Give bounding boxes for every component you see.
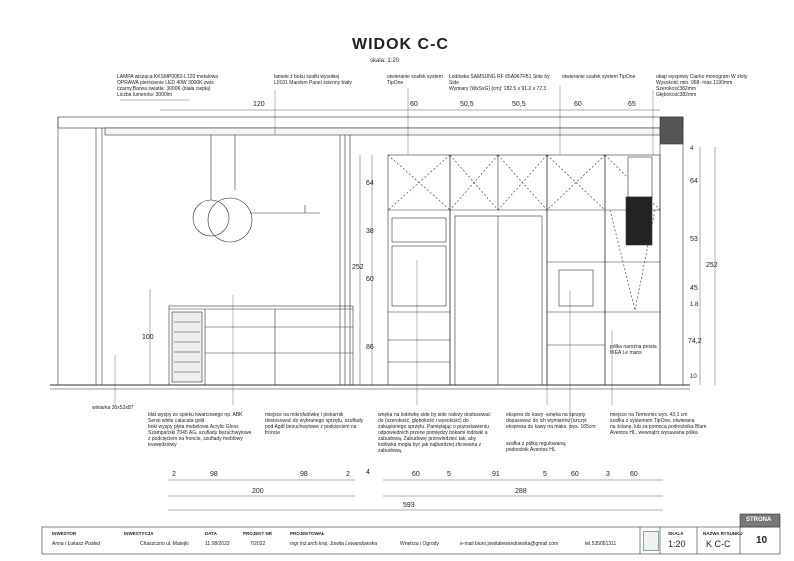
ceiling-soffit: [105, 128, 660, 135]
dim-right-1: 64: [690, 178, 698, 185]
tb-scale-value: 1:20: [668, 539, 686, 549]
note-tipone-right: otwieranie szafek system TipOne: [562, 74, 636, 80]
tb-drawing-value: K C-C: [706, 539, 731, 549]
dim-bottom-10: 3: [606, 471, 610, 478]
dim-top-2: 50,5: [460, 101, 474, 108]
tb-page-value: 10: [756, 535, 768, 546]
dim-bottom-9: 60: [571, 471, 579, 478]
tb-investor-value: Anna i Łukasz Posłed: [52, 541, 101, 547]
island-cabinet: [169, 306, 353, 385]
tb-email-value: e-mail biuro.jowitalewandowska@gmail.com: [460, 541, 559, 547]
dim-cabinet-1: 38: [366, 228, 374, 235]
note-hood: okap wyspowy Ciarko monogram W złoty Wysokość min. 958- max.1190mm Szerokość382mm Głębokość382mm: [656, 74, 748, 98]
dim-bottom-7: 91: [492, 471, 500, 478]
note-lamels: lamele z boku szafki wysokiej L0101 Mardom Panel ścienny biały: [274, 74, 352, 86]
tall-cabinet-oven: [388, 155, 450, 385]
dim-right-6: 10: [690, 374, 697, 380]
dim-right-2: 53: [690, 236, 698, 243]
hood-beam: [660, 117, 683, 144]
dim-right-3: 45: [690, 285, 698, 292]
dim-bottom-11: 60: [630, 471, 638, 478]
note-shelf-aventos: szafka z półką regulowaną, podnośnik Aventos HL: [506, 441, 567, 453]
dim-bottom-5: 60: [412, 471, 420, 478]
dim-bottom-6: 5: [447, 471, 451, 478]
dim-top-1: 60: [410, 101, 418, 108]
tb-author-value: mgr inż.arch.kraj. Jowita Lewandowska: [290, 541, 377, 547]
dim-right-0: 4: [690, 146, 694, 152]
dim-top-4: 60: [574, 101, 582, 108]
tb-project-value: 7/2022: [250, 541, 266, 547]
note-tipone-left: otwieranie szafek system TipOne: [387, 74, 443, 86]
tall-cabinet-coffee: [547, 155, 605, 385]
dim-island-height: 100: [142, 334, 154, 341]
dim-right-total: 252: [706, 262, 718, 269]
dim-bottom-8: 5: [543, 471, 547, 478]
dim-bottom-4: 4: [366, 469, 370, 476]
fridge-niche: [450, 155, 547, 385]
note-wine-fridge: winiarka 30x52x87: [92, 405, 134, 411]
note-fridge: Lodówka SAMSUNG RF 65A967FB1 Side by Side Wymiary (WxSxG) [cm]: 182.5 x 91.2 x 72.3: [449, 74, 550, 92]
note-microwave-oven: miejsce na mikrofalówkę i piekarnik dostosować do wybranego sprzętu, szuflady pod AgdI bezuchwytowe z podcięciem na froncie: [265, 412, 364, 436]
tb-investor-label: INWESTOR: [52, 531, 77, 536]
tb-date-label: DATA: [205, 531, 217, 536]
dim-cabinet-3: 86: [366, 344, 374, 351]
tb-phone-value: tel.535051311: [585, 541, 617, 547]
tb-drawing-label: NAZWA RYSUNKU: [703, 531, 743, 536]
wine-fridge: [172, 312, 202, 382]
dim-right-5: 74,2: [688, 338, 702, 345]
pendant-lamp: [193, 135, 320, 242]
dim-bottom-island: 200: [252, 488, 264, 495]
tb-scale-label: SKALA: [668, 531, 684, 536]
dim-bottom-3: 2: [346, 471, 350, 478]
dim-wall-height: 252: [352, 264, 364, 271]
tb-investment-value: Chaszczno ul. Matejki: [140, 541, 189, 547]
drawing-title: WIDOK C-C: [352, 36, 449, 53]
note-coffee: ekspres do kawy -wnęka na sprzęty dopasować do ich wymiarów (szczyt ekspresu do kawy na maks. wys. 165cm: [506, 412, 596, 430]
microwave: [392, 218, 446, 242]
tb-investment-label: INWESTYCJA: [124, 531, 154, 536]
studio-logo-icon: [643, 531, 659, 551]
dim-cabinet-0: 64: [366, 180, 374, 187]
dim-bottom-2: 98: [300, 471, 308, 478]
dim-bottom-total: 593: [403, 502, 415, 509]
dim-top-0: 120: [253, 101, 265, 108]
dim-bottom-1: 98: [210, 471, 218, 478]
ceiling-beam: [58, 117, 683, 128]
lamel-panel: [340, 135, 350, 385]
dim-bottom-cabinets: 288: [515, 488, 527, 495]
dim-right-4: 1.8: [690, 302, 699, 308]
dim-cabinet-2: 60: [366, 276, 374, 283]
note-island: blat wyspy ze spieku kwarcowego np. ABK Sensi white calacata gold boki wyspy płyta mebelowa Acrylic Gloss Szampański 7045 AG, szuflady bezuchwytowe z podcięciem na froncie, szuflady meblowy krawędziowy: [148, 412, 252, 448]
note-termomix: miejsce na Termomix wys. 43,1 cm szafka z systemem TipOne, otwierana na ścianę, lub za pomocą podnośnika Blum Aventos HL, wewnątrz wysuwana półka: [610, 412, 707, 436]
tb-date-value: 11.08/2022: [205, 541, 230, 547]
tb-project-label: PROJEKT NR: [243, 531, 273, 536]
tb-studio-value: Wnętrza i Ogrody: [400, 541, 439, 547]
note-fridge-niche: wnęka na lodówkę side by side należy dostosować do (szerokość, głębokość i wysokość) do zakupionego sprzętu. Pamiętając o pozostawieniu odpowiednich przerw pomiędzy bokami lodówki a zabudową. Zabudowę przewiedzieć tak, aby lodówka mogła być jak najbardziej zlicowana z zabudową.: [378, 412, 491, 454]
dim-top-5: 65: [628, 101, 636, 108]
oven: [392, 246, 446, 306]
range-hood: [626, 157, 652, 245]
tb-page-label: STRONA: [746, 517, 772, 523]
scale-label: skala: 1:20: [370, 58, 400, 64]
coffee-machine: [559, 270, 593, 306]
side-by-side-fridge: [455, 216, 542, 385]
note-lamp: LAMPA wisząca KKSMP0082-L120 metalowa OPRAWA pierścienie LED 40W 3000K zwis czarny,Barwa światła: 3000K (biała ciepła) Liczba lumenów: 3000lm: [117, 74, 219, 98]
dim-bottom-0: 2: [172, 471, 176, 478]
tb-author-label: PROJEKTOWAŁ: [290, 531, 325, 536]
label-corner-shelf: półka narożna prosta IKEA Le mans: [610, 344, 657, 356]
dim-top-3: 50,5: [512, 101, 526, 108]
